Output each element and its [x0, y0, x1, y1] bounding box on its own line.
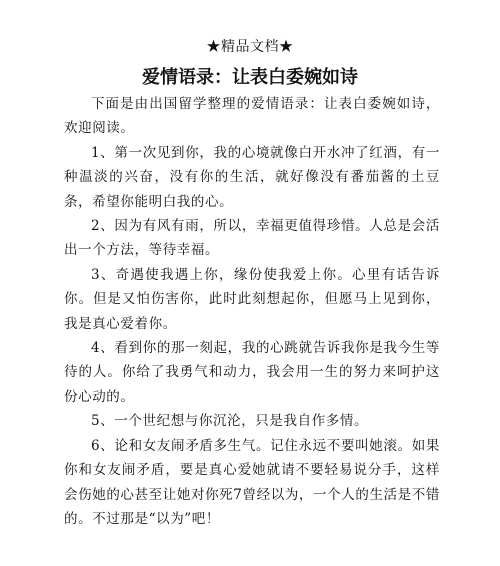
paragraph-1: 1、第一次见到你，我的心境就像白开水冲了红酒，有一种温淡的兴奋，没有你的生活，就好像没有番茄酱的土豆条，希望你能明白我的心。: [64, 144, 440, 210]
paragraph-3: 3、奇遇使我遇上你，缘份使我爱上你。心里有话告诉你。但是又怕伤害你，此时此刻想起你，但愿马上见到你，我是真心爱着你。: [64, 266, 440, 332]
page-title: 爱情语录：让表白委婉如诗: [142, 67, 358, 88]
header-mark: ★精品文档★: [206, 39, 294, 55]
document-body: [64, 92, 440, 531]
paragraph-2: 2、因为有风有雨，所以，幸福更值得珍惜。人总是会活出一个方法，等待幸福。: [64, 218, 440, 259]
paragraph-5: 5、一个世纪想与你沉沦，只是我自作多情。: [91, 413, 369, 430]
paragraph-4: 4、看到你的那一刻起，我的心跳就告诉我你是我今生等待的人。你给了我勇气和动力，我会用一生的努力来呵护这份心动的。: [64, 340, 440, 405]
intro-paragraph: 下面是由出国留学整理的爱情语录：让表白委婉如诗，欢迎阅读。: [64, 96, 440, 137]
paragraph-6: 6、论和女友闹矛盾多生气。记住永远不要叫她滚。如果你和女友闹矛盾，要是真心爱她就请不要轻易说分手，这样会伤她的心甚至让她对你死7曾经以为，一个人的生活是不错的。不过那是“以为”吧！: [64, 437, 440, 527]
